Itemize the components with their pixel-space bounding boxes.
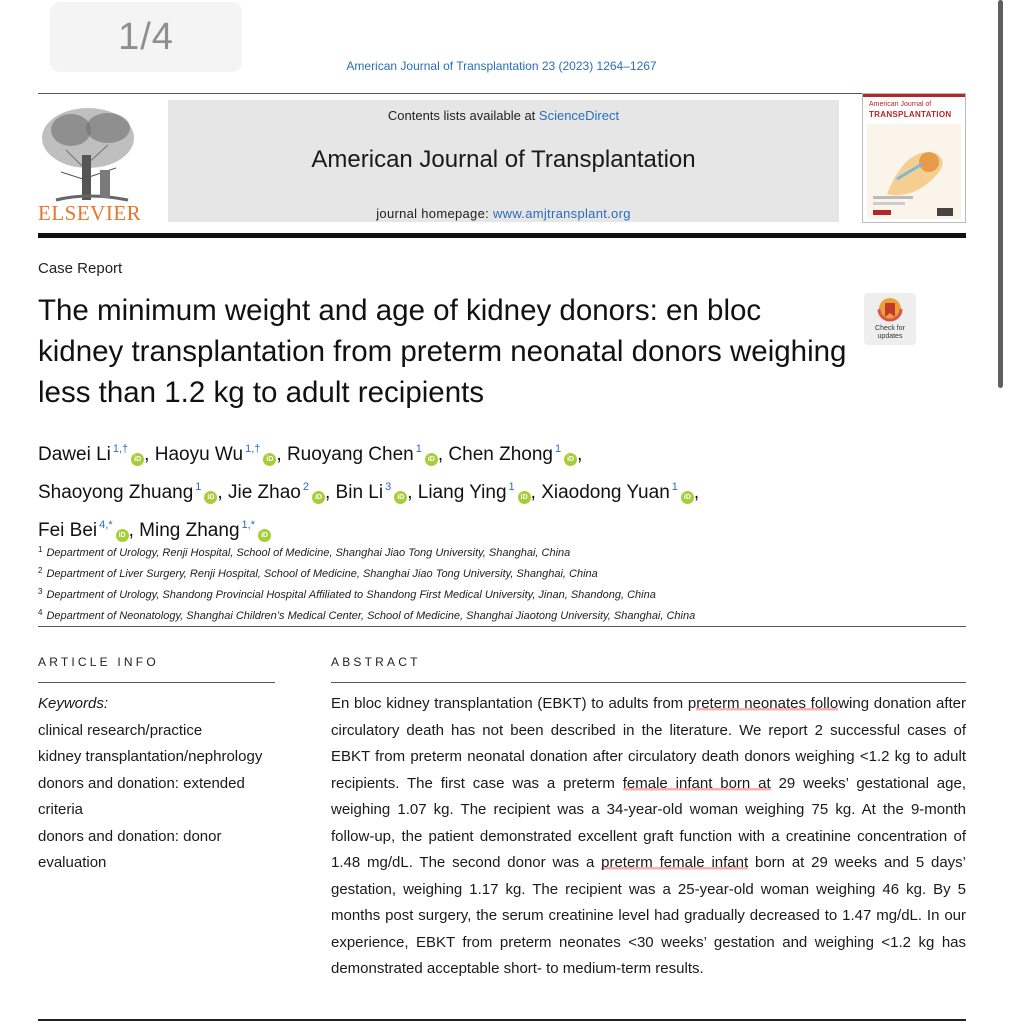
homepage-prefix: journal homepage: (376, 206, 493, 221)
bottom-divider (38, 1019, 966, 1021)
author-separator: , (577, 444, 583, 465)
contents-line (168, 108, 839, 123)
orcid-icon[interactable]: iD (564, 453, 577, 466)
abstract-heading: ABSTRACT (331, 655, 421, 669)
publisher-wordmark: ELSEVIER (38, 201, 142, 225)
article-info-heading: ARTICLE INFO (38, 655, 159, 669)
author-separator: , (276, 444, 282, 465)
check-for-updates-label: Check for updates (875, 325, 905, 340)
keywords-label: Keywords: (38, 695, 109, 712)
abstract-segment: wing donation after circulatory death has not been described in the literature. We report 2 successful cases of EBKT from preterm neonatal donation after circulatory death donors weighing <1.2 kg to adult recipients. The first case was a preterm (331, 695, 966, 792)
affiliation-text: Department of Neonatology, Shanghai Children’s Medical Center, School of Medicine, Shanghai Jiaotong University, Shanghai, China (46, 610, 696, 622)
header-thick-divider (38, 233, 966, 238)
article-type: Case Report (38, 260, 123, 277)
orcid-icon[interactable]: iD (263, 453, 276, 466)
author-affiliation-marker[interactable]: 1,* (241, 519, 255, 531)
cover-title-line2: TRANSPLANTATION (869, 110, 952, 119)
author-name[interactable]: Jie Zhao (227, 482, 301, 503)
keyword-list (38, 691, 278, 877)
author-affiliation-marker[interactable]: 3 (385, 481, 392, 493)
affiliation-item (38, 562, 968, 583)
author-entry (541, 482, 699, 503)
orcid-icon[interactable]: iD (425, 453, 438, 466)
affiliation-number: 4 (38, 608, 43, 617)
page-indicator: 1/4 (50, 2, 242, 72)
highlighted-text: reterm neonates follo (696, 695, 839, 712)
author-list (38, 433, 938, 547)
author-entry (336, 482, 413, 503)
top-divider (38, 93, 966, 94)
keyword-item[interactable]: clinical research/practice (38, 721, 203, 739)
affiliation-list (38, 541, 968, 625)
abstract-segment: born at 29 weeks and 5 days’ gestation, weighing 1.17 kg. The recipient was a 25-year-old woman weighing 46 kg. By 5 months post surgery, the serum creatinine level had gradually decreased to 1.47 mg/dL. In our experience, EBKT from preterm neonates <30 weeks’ gestation and weighing <1.2 kg has demonstrated acceptable short- to medium-term results. (331, 854, 967, 977)
highlighted-text: preterm female infant (601, 854, 749, 871)
abstract-segment: En bloc kidney transplantation (EBKT) to adults from p (331, 695, 697, 712)
section-divider (38, 626, 966, 627)
article-title: The minimum weight and age of kidney donors: en bloc kidney transplantation from preterm neonatal donors weighing less than 1.2 kg to adult recipients (38, 294, 847, 409)
cover-accent-bar (863, 94, 965, 97)
author-affiliation-marker[interactable]: 1 (554, 443, 562, 455)
orcid-icon[interactable]: iD (131, 453, 144, 466)
journal-cover-thumbnail[interactable] (862, 93, 966, 223)
author-entry (38, 482, 223, 503)
orcid-icon[interactable]: iD (258, 529, 271, 542)
author-separator: , (144, 444, 150, 465)
author-name[interactable]: Liang Ying (417, 482, 507, 503)
author-separator: , (217, 482, 223, 503)
contents-prefix: Contents lists available at (387, 108, 539, 123)
abstract-text (331, 691, 966, 983)
author-affiliation-marker[interactable]: 1 (415, 443, 422, 455)
affiliation-item (38, 583, 968, 604)
author-entry (448, 444, 582, 465)
affiliation-item (38, 604, 968, 625)
author-entry (139, 520, 271, 541)
orcid-icon[interactable]: iD (518, 491, 531, 504)
author-affiliation-marker[interactable]: 1 (671, 481, 678, 493)
author-affiliation-marker[interactable]: 1,† (245, 443, 261, 455)
keyword-item[interactable]: kidney transplantation/nephrology (38, 748, 263, 765)
author-name[interactable]: Fei Bei (38, 520, 98, 541)
author-entry (155, 444, 282, 465)
journal-name: American Journal of Transplantation (311, 146, 696, 173)
author-name[interactable]: Haoyu Wu (154, 444, 244, 465)
highlighted-text: female infant born at (622, 774, 771, 792)
author-name[interactable]: Bin Li (335, 482, 384, 503)
author-name[interactable]: Ruoyang Chen (286, 444, 414, 465)
article-info-rule (38, 682, 275, 683)
author-affiliation-marker[interactable]: 2 (302, 481, 309, 493)
abstract-rule (331, 682, 966, 683)
homepage-line (168, 206, 839, 221)
scrollbar-thumb[interactable] (998, 0, 1003, 388)
keyword-item[interactable]: donors and donation: extended criteria (38, 774, 245, 818)
author-separator: , (693, 482, 700, 503)
author-separator: , (324, 482, 331, 503)
author-entry (38, 520, 134, 541)
orcid-icon[interactable]: iD (681, 491, 694, 504)
journal-masthead (168, 100, 839, 222)
affiliation-number: 1 (38, 545, 43, 554)
journal-homepage-link[interactable]: www.amjtransplant.org (492, 206, 631, 221)
cover-title-line1: American Journal of (869, 101, 932, 108)
author-separator: , (437, 444, 444, 465)
orcid-icon[interactable]: iD (204, 491, 217, 504)
cover-artwork (867, 124, 961, 219)
orcid-icon[interactable]: iD (394, 491, 407, 504)
author-separator: , (407, 482, 413, 503)
author-name[interactable]: Ming Zhang (139, 520, 240, 541)
author-name[interactable]: Xiaodong Yuan (541, 482, 670, 503)
affiliation-number: 3 (38, 587, 43, 596)
author-affiliation-marker[interactable]: 1,† (112, 443, 129, 455)
affiliation-text: Department of Urology, Shandong Provincial Hospital Affiliated to Shandong First Medical University, Jinan, Shandong, China (46, 589, 656, 601)
author-separator: , (530, 482, 536, 503)
author-affiliation-marker[interactable]: 4,* (99, 519, 113, 531)
affiliation-number: 2 (38, 566, 43, 575)
keyword-item[interactable]: donors and donation: donor evaluation (38, 827, 222, 871)
author-name[interactable]: Chen Zhong (448, 444, 553, 465)
author-entry (287, 444, 443, 465)
author-separator: , (128, 520, 134, 541)
author-affiliation-marker[interactable]: 1 (195, 481, 202, 493)
author-name[interactable]: Dawei Li (38, 444, 111, 465)
affiliation-item (38, 541, 968, 562)
author-entry (418, 482, 536, 503)
affiliation-text: Department of Liver Surgery, Renji Hospital, School of Medicine, Shanghai Jiao Tong University, Shanghai, China (46, 568, 598, 580)
author-entry (228, 482, 330, 503)
journal-citation: American Journal of Transplantation 23 (2023) 1264–1267 (346, 59, 657, 73)
affiliation-text: Department of Urology, Renji Hospital, School of Medicine, Shanghai Jiao Tong University, Shanghai, China (46, 547, 571, 559)
author-affiliation-marker[interactable]: 1 (508, 481, 515, 493)
orcid-icon[interactable]: iD (116, 529, 129, 542)
abstract-segment: 29 weeks’ gestational age, weighing 1.07 kg. The recipient was a 34-year-old woman weighing 75 kg. At the 9-month follow-up, the patient demonstrated excellent graft function with a creatinine concentration of 1.48 mg/dL. The second donor was a (331, 774, 966, 871)
author-entry (38, 444, 149, 465)
sciencedirect-link[interactable]: ScienceDirect (538, 108, 620, 123)
orcid-icon[interactable]: iD (312, 491, 325, 504)
author-name[interactable]: Shaoyong Zhuang (38, 482, 194, 503)
